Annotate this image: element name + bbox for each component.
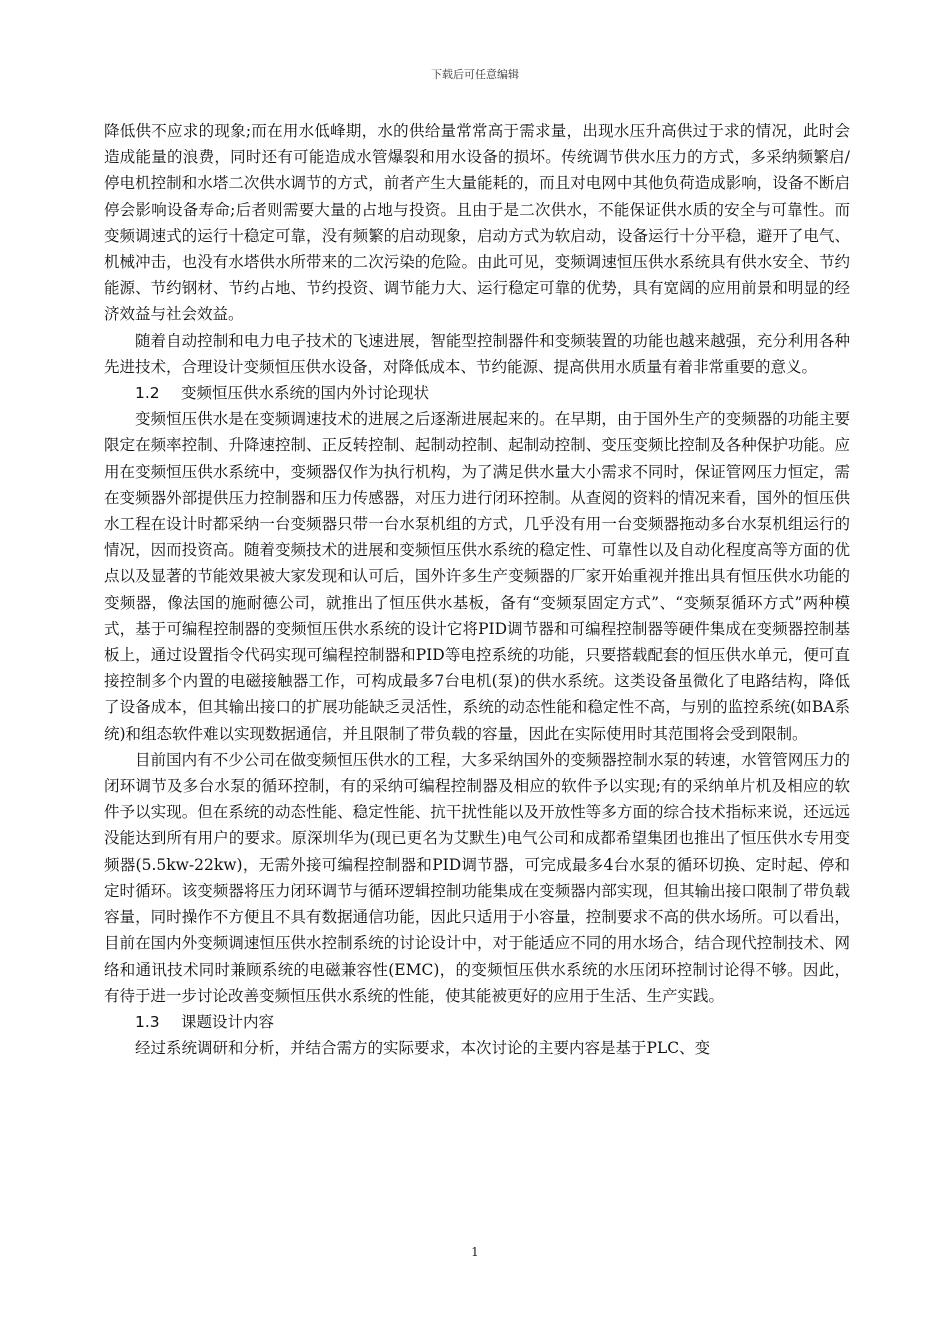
paragraph-1: 降低供不应求的现象;而在用水低峰期，水的供给量常常高于需求量，出现水压升高供过于求的情况，此时会造成能量的浪费，同时还有可能造成水管爆裂和用水设备的损坏。传统调节供水压力的方式，多采纳频繁启/停电机控制和水塔二次供水调节的方式，前者产生大量能耗的，而且对电网中其他负荷造成影响，设备不断启停会影响设备寿命;后者则需要大量的占地与投资。且由于是二次供水，不能保证供水质的安全与可靠性。而变频调速式的运行十稳定可靠，没有频繁的启动现象，启动方式为软启动，设备运行十分平稳，避开了电气、机械冲击，也没有水塔供水所带来的二次污染的危险。由此可见，变频调速恒压供水系统具有供水安全、节约能源、节约钢材、节约占地、节约投资、调节能力大、运行稳定可靠的优势，具有宽阔的应用前景和明显的经济效益与社会效益。 bbox=[104, 122, 850, 324]
document-body bbox=[104, 118, 850, 1061]
paragraph-5: 经过系统调研和分析，并结合需方的实际要求，本次讨论的主要内容是基于PLC、变 bbox=[135, 1039, 711, 1058]
paragraph-3: 变频恒压供水是在变频调速技术的进展之后逐渐进展起来的。在早期，由于国外生产的变频器的功能主要限定在频率控制、升降速控制、正反转控制、起制动控制、起制动控制、变压变频比控制及各种保护功能。应用在变频恒压供水系统中，变频器仅作为执行机构，为了满足供水量大小需求不同时，保证管网压力恒定，需在变频器外部提供压力控制器和压力传感器，对压力进行闭环控制。从查阅的资料的情况来看，国外的恒压供水工程在设计时都采纳一台变频器只带一台水泵机组的方式，几乎没有用一台变频器拖动多台水泵机组运行的情况，因而投资高。随着变频技术的进展和变频恒压供水系统的稳定性、可靠性以及自动化程度高等方面的优点以及显著的节能效果被大家发现和认可后，国外许多生产变频器的厂家开始重视并推出具有恒压供水功能的变频器，像法国的施耐德公司，就推出了恒压供水基板，备有“变频泵固定方式”、“变频泵循环方式”两种模式，基于可编程控制器的变频恒压供水系统的设计它将PID调节器和可编程控制器等硬件集成在变频器控制基板上，通过设置指令代码实现可编程控制器和PID等电控系统的功能，只要搭载配套的恒压供水单元，便可直接控制多个内置的电磁接触器工作，可构成最多7台电机(泵)的供水系统。这类设备虽微化了电路结构，降低了设备成本，但其输出接口的扩展功能缺乏灵活性，系统的动态性能和稳定性不高，与别的监控系统(如BA系统)和组态软件难以实现数据通信，并且限制了带负载的容量，因此在实际使用时其范围将会受到限制。 bbox=[104, 410, 850, 743]
section-heading-1-2 bbox=[104, 380, 850, 406]
paragraph-2: 随着自动控制和电力电子技术的飞速进展，智能型控制器件和变频装置的功能也越来越强，充分利用各种先进技术，合理设计变频恒压供水设备，对降低成本、节约能源、提高供用水质量有着非常重要的意义。 bbox=[104, 331, 850, 376]
section-title: 课题设计内容 bbox=[181, 1012, 275, 1031]
page-header: 下载后可任意编辑 bbox=[431, 68, 519, 81]
section-number: 1.2 bbox=[135, 384, 160, 403]
section-heading-1-3 bbox=[104, 1009, 850, 1035]
section-title: 变频恒压供水系统的国内外讨论现状 bbox=[181, 384, 430, 403]
section-number: 1.3 bbox=[135, 1012, 160, 1031]
paragraph-4: 目前国内有不少公司在做变频恒压供水的工程，大多采纳国外的变频器控制水泵的转速，水管管网压力的闭环调节及多台水泵的循环控制，有的采纳可编程控制器及相应的软件予以实现;有的采纳单片机及相应的软件予以实现。但在系统的动态性能、稳定性能、抗干扰性能以及开放性等多方面的综合技术指标来说，还远远没能达到所有用户的要求。原深圳华为(现已更名为艾默生)电气公司和成都希望集团也推出了恒压供水专用变频器(5.5kw-22kw)，无需外接可编程控制器和PID调节器，可完成最多4台水泵的循环切换、定时起、停和定时循环。该变频器将压力闭环调节与循环逻辑控制功能集成在变频器内部实现，但其输出接口限制了带负载容量，同时操作不方便且不具有数据通信功能，因此只适用于小容量，控制要求不高的供水场所。可以看出，目前在国内外变频调速恒压供水控制系统的讨论设计中，对于能适应不同的用水场合，结合现代控制技术、网络和通讯技术同时兼顾系统的电磁兼容性(EMC)，的变频恒压供水系统的水压闭环控制讨论得不够。因此，有待于进一步讨论改善变频恒压供水系统的性能，使其能被更好的应用于生活、生产实践。 bbox=[104, 750, 850, 1005]
page-number: 1 bbox=[471, 1245, 479, 1259]
